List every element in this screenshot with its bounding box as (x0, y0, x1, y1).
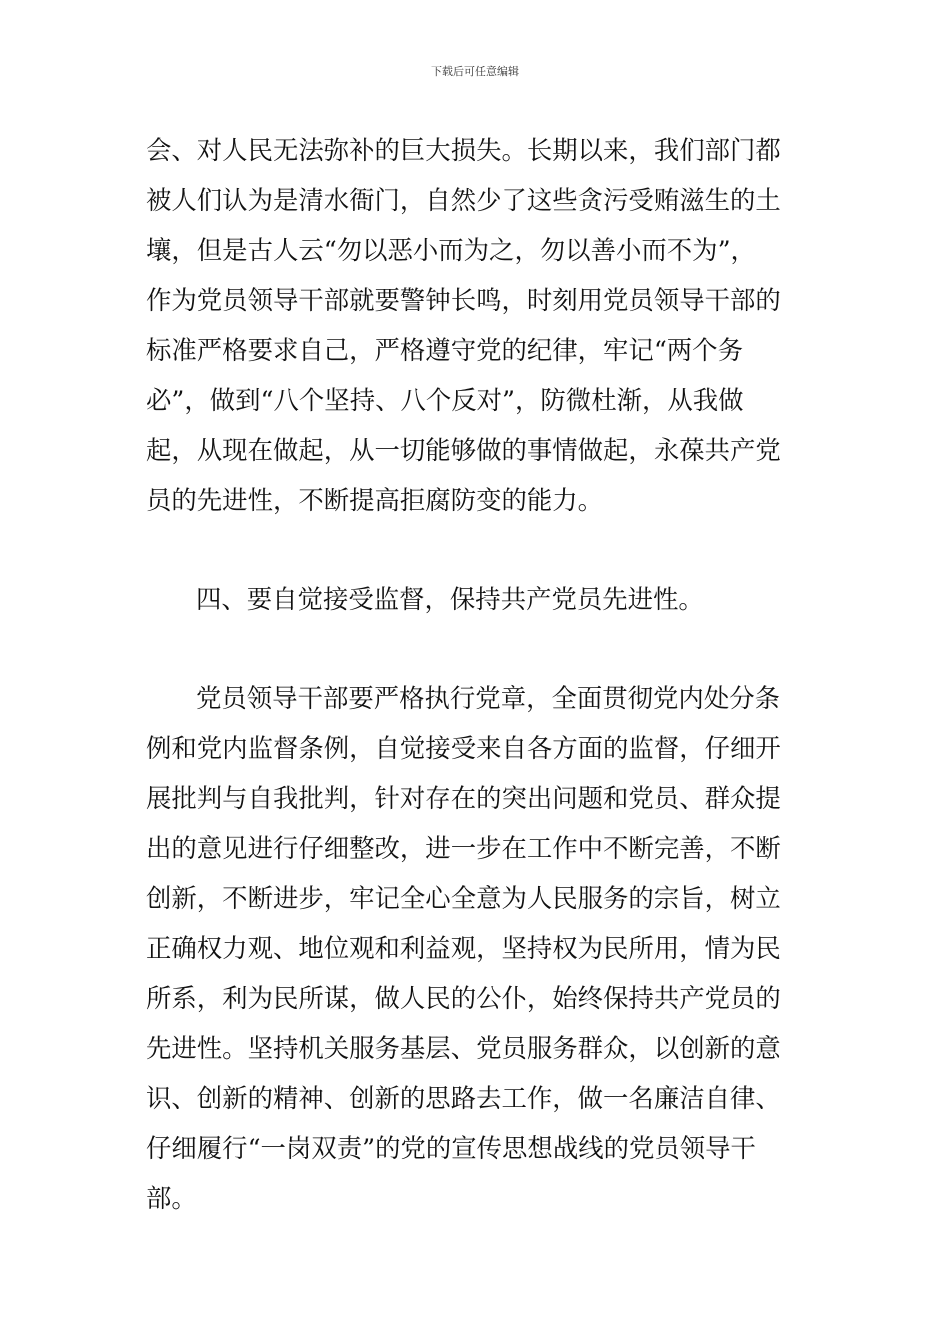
paragraph-line: 作为党员领导干部就要警钟长鸣，时刻用党员领导干部的 (146, 285, 781, 315)
paragraph-line: 会、对人民无法弥补的巨大损失。长期以来，我们部门都 (146, 135, 781, 165)
paragraph-line: 部。 (146, 1183, 197, 1213)
paragraph-line: 识、创新的精神、创新的思路去工作，做一名廉洁自律、 (146, 1083, 781, 1113)
paragraph-line: 党员领导干部要严格执行党章，全面贯彻党内处分条 (196, 683, 780, 713)
page-header-note: 下载后可任意编辑 (431, 65, 519, 78)
paragraph-line: 先进性。坚持机关服务基层、党员服务群众，以创新的意 (146, 1033, 781, 1063)
paragraph-line: 出的意见进行仔细整改，进一步在工作中不断完善，不断 (146, 833, 781, 863)
section-heading: 四、要自觉接受监督，保持共产党员先进性。 (196, 584, 704, 614)
paragraph-line: 标准严格要求自己，严格遵守党的纪律，牢记“两个务 (146, 335, 743, 365)
paragraph-line: 起，从现在做起，从一切能够做的事情做起，永葆共产党 (146, 435, 781, 465)
paragraph-line: 例和党内监督条例，自觉接受来自各方面的监督，仔细开 (146, 733, 781, 763)
paragraph-line: 展批判与自我批判，针对存在的突出问题和党员、群众提 (146, 783, 781, 813)
paragraph-line: 仔细履行“一岗双责”的党的宣传思想战线的党员领导干 (146, 1133, 756, 1163)
paragraph-line: 必”，做到“八个坚持、八个反对”，防微杜渐，从我做 (146, 385, 744, 415)
paragraph-line: 壤，但是古人云“勿以恶小而为之，勿以善小而不为”， (146, 235, 756, 265)
paragraph-line: 被人们认为是清水衙门，自然少了这些贪污受贿滋生的土 (146, 185, 781, 215)
paragraph-line: 所系，利为民所谋，做人民的公仆，始终保持共产党员的 (146, 983, 781, 1013)
paragraph-line: 正确权力观、地位观和利益观，坚持权为民所用，情为民 (146, 933, 781, 963)
paragraph-line: 创新，不断进步，牢记全心全意为人民服务的宗旨，树立 (146, 883, 781, 913)
paragraph-line: 员的先进性，不断提高拒腐防变的能力。 (146, 485, 604, 515)
